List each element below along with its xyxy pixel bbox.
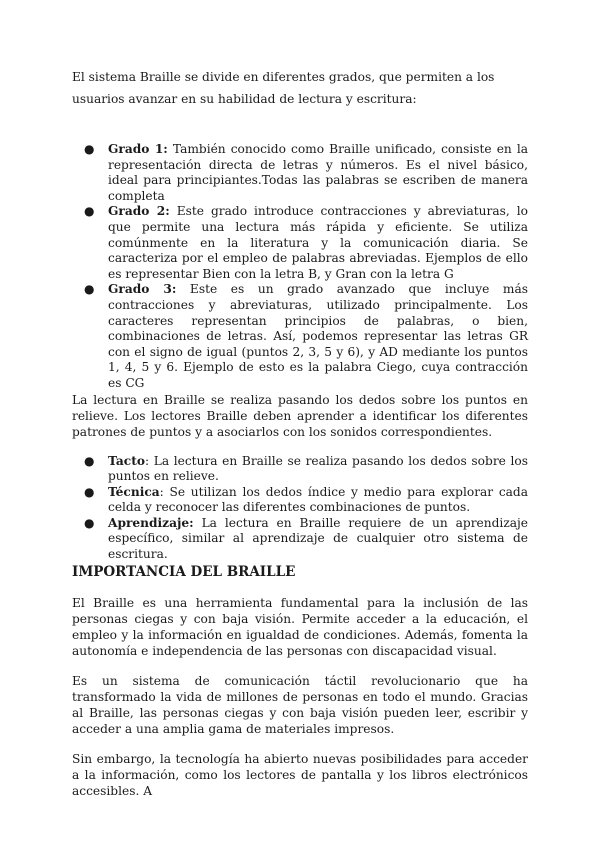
list-item (84, 453, 528, 485)
bullet-icon: ● (84, 204, 95, 219)
lectura-paragraph: La lectura en Braille se realiza pasando los dedos sobre los puntos en relieve. Los lectores Braille deben aprender a identificar los diferentes patrones de puntos y a asociarlos con los sonidos correspondientes. (72, 392, 528, 439)
list-item (84, 142, 528, 204)
list-item-term: Tacto (108, 453, 145, 468)
bullet-icon: ● (84, 282, 95, 297)
section-heading: IMPORTANCIA DEL BRAILLE (72, 563, 296, 580)
list-item (84, 484, 528, 516)
list-item (84, 204, 528, 282)
list-item-term: Técnica (108, 484, 160, 499)
importancia-paragraph: Es un sistema de comunicación táctil revolucionario que ha transformado la vida de millones de personas en todo el mundo. Gracias al Braille, las personas ciegas y con baja visión pueden leer, escribir y acceder a una amplia gama de materiales impresos. (72, 673, 528, 736)
intro-paragraph: El sistema Braille se divide en diferentes grados, que permiten a los usuarios avanzar en su habilidad de lectura y escritura: (72, 70, 495, 106)
list-item-term: Grado 1: (108, 142, 168, 156)
list-item-text: Este es un grado avanzado que incluye más contracciones y abreviaturas, utilizado principalmente. Los caracteres representan principios de palabras, o bien, combinaciones de letras. Así, podemos representar las letras GR con el signo de igual (puntos 2, 3, 5 y 6), y AD mediante los puntos 1, 4, 5 y 6. Ejemplo de esto es la palabra Ciego, cuya contracción es CG (108, 282, 528, 390)
bullet-icon: ● (84, 515, 95, 530)
bullet-icon: ● (84, 453, 95, 468)
document-page (72, 66, 528, 799)
list-item-text: : Se utilizan los dedos índice y medio para explorar cada celda y reconocer las diferentes combinaciones de puntos. (108, 484, 528, 515)
list-item-text: : La lectura en Braille se realiza pasando los dedos sobre los puntos en relieve. (108, 453, 528, 484)
grados-list (72, 142, 528, 392)
bullet-icon: ● (84, 142, 95, 156)
importancia-paragraph: Sin embargo, la tecnología ha abierto nuevas posibilidades para acceder a la información, como los lectores de pantalla y los libros electrónicos accesibles. A (72, 751, 528, 798)
list-item-text: También conocido como Braille unificado, consiste en la representación directa de letras y números. Es el nivel básico, ideal para principiantes.Todas las palabras se escriben de manera completa (108, 142, 528, 203)
list-item (84, 515, 528, 563)
list-item-term: Grado 2: (108, 204, 170, 219)
list-item-term: Grado 3: (108, 282, 177, 297)
lectura-list (72, 454, 528, 563)
list-item (84, 282, 528, 391)
list-item-text: La lectura en Braille requiere de un aprendizaje específico, similar al aprendizaje de cualquier otro sistema de escritura. (108, 515, 528, 562)
importancia-paragraph: El Braille es una herramienta fundamental para la inclusión de las personas ciegas y con baja visión. Permite acceder a la educación, el empleo y la información en igualdad de condiciones. Además, fomenta la autonomía e independencia de las personas con discapacidad visual. (72, 595, 528, 658)
bullet-icon: ● (84, 484, 95, 499)
list-item-text: Este grado introduce contracciones y abreviaturas, lo que permite una lectura más rápida y eficiente. Se utiliza comúnmente en la literatura y la comunicación diaria. Se caracteriza por el empleo de palabras abreviadas. Ejemplos de ello es representar Bien con la letra B, y Gran con la letra G (108, 204, 528, 281)
list-item-term: Aprendizaje: (108, 515, 194, 530)
